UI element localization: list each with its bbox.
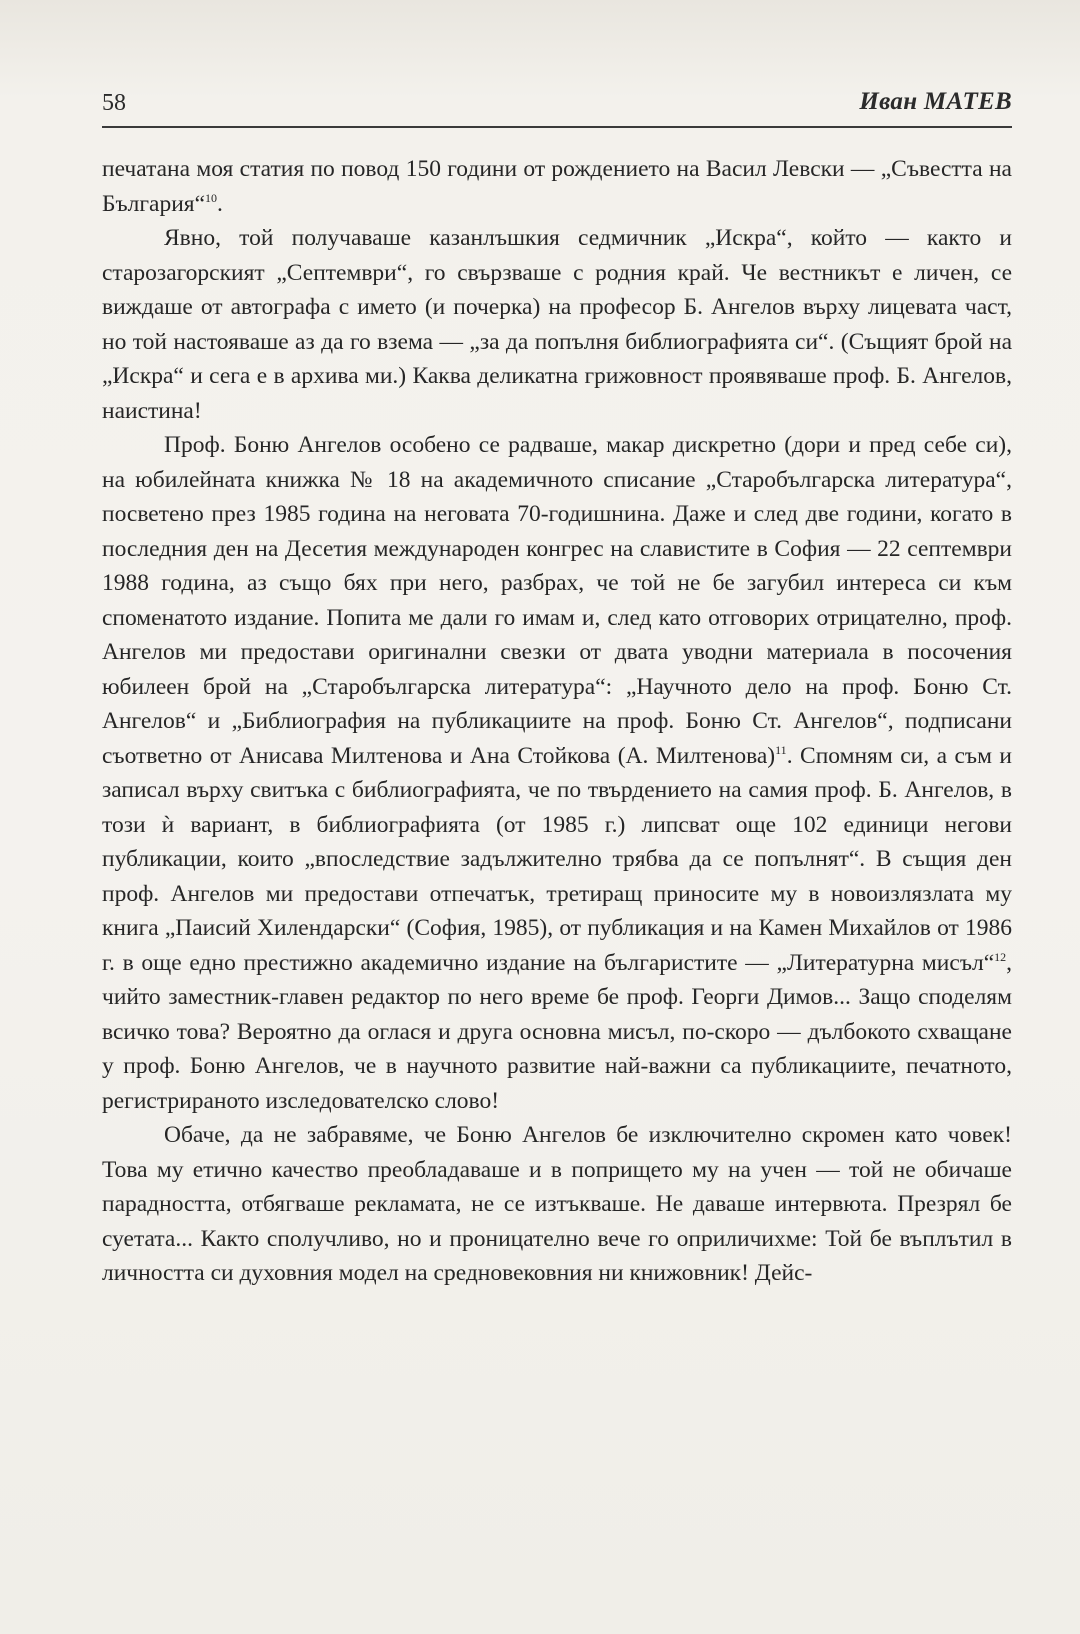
footnote-ref-11: 11: [775, 742, 787, 757]
paragraph-1: [102, 152, 1012, 221]
header-rule: [102, 126, 1012, 128]
paragraph-1-end: .: [217, 190, 223, 217]
paragraph-3-part-3: , чийто заместник-главен редактор по него време бе проф. Георги Димов... Защо споделям всичко това? Вероятно да оглася и друга основна мисъл, по-скоро — дълбокото схващане у проф. Боню Ангелов, че в научното развитие най-важни са публикациите, печатното, регистрираното изследователско слово!: [102, 949, 1012, 1114]
page-number: 58: [102, 90, 126, 116]
running-header-author: Иван МАТЕВ: [859, 88, 1012, 115]
footnote-ref-12: 12: [994, 949, 1007, 964]
paragraph-3-part-2: . Спомням си, а съм и записал върху свитъка с библиографията, че по твърдението на самия проф. Б. Ангелов, в този ѝ вариант, в библиографията (от 1985 г.) липсват още 102 единици негови публикации, които „впоследствие задължително трябва да се попълнят“. В същия ден проф. Ангелов ми предостави отпечатък, третиращ приносите му в новоизлязлата му книга „Паисий Хилендарски“ (София, 1985), от публикация и на Камен Михайлов от 1986 г. в още едно престижно академично издание на българистите — „Литературна мисъл“: [102, 742, 1013, 976]
paragraph-2: Явно, той получаваше казанлъшкия седмичник „Искра“, който — както и старозагорският „Септември“, го свързваше с родния край. Че вестникът е личен, се виждаше от автографа с името (и почерка) на професор Б. Ангелов върху лицевата част, но той настояваше аз да го взема — „за да попълня библиографията си“. (Същият брой на „Искра“ и сега е в архива ми.) Каква деликатна грижовност проявяваше проф. Б. Ангелов, наистина!: [102, 225, 1012, 424]
body-text: [102, 152, 1012, 1291]
paragraph-1-text: печатана моя статия по повод 150 години от рождението на Васил Левски — „Съвестта на България“: [102, 156, 1012, 217]
footnote-ref-10: 10: [205, 190, 218, 205]
paragraph-3: [102, 428, 1012, 1118]
paragraph-3-part-1: Проф. Боню Ангелов особено се радваше, макар дискретно (дори и пред себе си), на юбилейната книжка № 18 на академичното списание „Старобългарска литература“, посветено през 1985 година на неговата 70-годишнина. Даже и след две години, когато в последния ден на Десетия международен конгрес на славистите в София — 22 септември 1988 година, аз също бях при него, разбрах, че той не бе загубил интереса си към споменатото издание. Попита ме дали го имам и, след като отговорих отрицателно, проф. Ангелов ми предостави оригинални свезки от двата уводни материала в посочения юбилеен брой на „Старобългарска литература“: „Научното дело на проф. Боню Ст. Ангелов“ и „Библиография на публикациите на проф. Боню Ст. Ангелов“, подписани съответно от Анисава Милтенова и Ана Стойкова (А. Милтенова): [102, 432, 1012, 769]
paragraph-4: Обаче, да не забравяме, че Боню Ангелов бе изключително скромен като човек! Това му етично качество преобладаваше и в попрището му на учен — той не обичаше парадността, отбягваше рекламата, не се изтъкваше. Не даваше интервюта. Презрял бе суетата... Както сполучливо, но и проницателно вече го оприличихме: Той бе въплътил в личността си духовния модел на средновековния ни книжовник! Дейс-: [102, 1122, 1012, 1286]
running-header: [102, 86, 1012, 126]
